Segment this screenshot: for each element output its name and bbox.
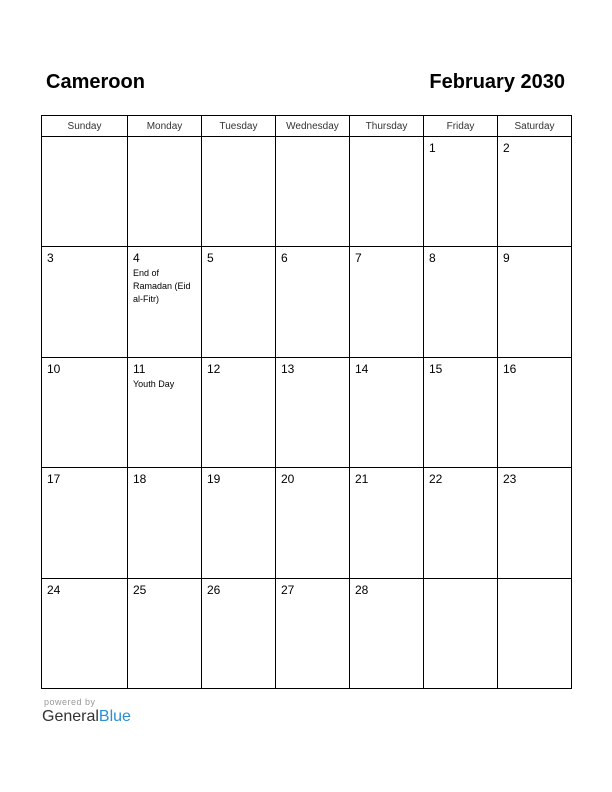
day-number: 9 xyxy=(503,251,510,266)
day-number: 17 xyxy=(47,472,61,487)
day-number: 25 xyxy=(133,582,147,597)
calendar-day-cell xyxy=(42,468,128,578)
day-number: 22 xyxy=(429,472,443,487)
logo-general-text: General xyxy=(42,708,99,725)
calendar-day-cell xyxy=(350,468,424,578)
calendar-month-title: February 2030 xyxy=(429,71,565,93)
calendar-day-cell xyxy=(202,137,276,247)
day-number: 26 xyxy=(207,582,221,597)
weekday-monday: Monday xyxy=(128,116,202,137)
calendar-day-cell xyxy=(424,137,498,247)
day-number: 6 xyxy=(281,251,288,266)
calendar-day-cell xyxy=(424,468,498,578)
day-number: 14 xyxy=(355,361,369,376)
holiday-label: Youth Day xyxy=(133,378,175,389)
calendar-day-cell xyxy=(276,357,350,467)
calendar-day-cell xyxy=(498,137,572,247)
calendar-day-cell xyxy=(42,247,128,357)
day-number: 20 xyxy=(281,472,295,487)
day-number: 21 xyxy=(355,472,369,487)
calendar-day-cell xyxy=(498,357,572,467)
calendar-day-cell xyxy=(202,357,276,467)
calendar-day-cell xyxy=(128,468,202,578)
day-number: 5 xyxy=(207,251,214,266)
logo-blue-text: Blue xyxy=(98,708,131,725)
calendar-day-cell xyxy=(202,578,276,688)
day-number: 3 xyxy=(47,251,54,266)
weekday-wednesday: Wednesday xyxy=(276,116,350,137)
calendar-day-cell xyxy=(128,247,202,357)
powered-by-text: powered by xyxy=(44,697,96,707)
calendar-day-cell xyxy=(350,247,424,357)
calendar-day-cell xyxy=(498,468,572,578)
calendar-day-cell xyxy=(424,578,498,688)
calendar-day-cell xyxy=(202,247,276,357)
calendar-day-cell xyxy=(424,247,498,357)
day-number: 24 xyxy=(47,582,61,597)
day-number: 8 xyxy=(429,251,436,266)
weekday-saturday: Saturday xyxy=(498,116,572,137)
generalblue-logo xyxy=(42,708,131,726)
day-number: 12 xyxy=(207,361,221,376)
day-number: 28 xyxy=(355,582,369,597)
day-number: 13 xyxy=(281,361,295,376)
day-number: 11 xyxy=(133,361,146,376)
day-number: 2 xyxy=(503,141,510,155)
weekday-friday: Friday xyxy=(424,116,498,137)
day-number: 19 xyxy=(207,472,221,487)
calendar-week-row xyxy=(42,357,572,467)
calendar-grid xyxy=(41,115,572,689)
day-number: 23 xyxy=(503,472,517,487)
calendar-day-cell xyxy=(128,578,202,688)
calendar-day-cell xyxy=(276,468,350,578)
day-number: 7 xyxy=(355,251,362,266)
calendar-day-cell xyxy=(350,137,424,247)
calendar-day-cell xyxy=(350,357,424,467)
calendar-day-cell xyxy=(498,247,572,357)
calendar-day-cell xyxy=(350,578,424,688)
calendar-week-row xyxy=(42,247,572,357)
calendar-day-cell xyxy=(128,137,202,247)
calendar-day-cell xyxy=(202,468,276,578)
calendar-day-cell xyxy=(276,137,350,247)
calendar-country-title: Cameroon xyxy=(46,71,145,93)
day-number: 27 xyxy=(281,582,295,597)
weekday-sunday: Sunday xyxy=(42,116,128,137)
day-number: 18 xyxy=(133,472,147,487)
day-number: 4 xyxy=(133,251,140,266)
weekday-header-row xyxy=(42,116,572,137)
calendar-day-cell xyxy=(42,137,128,247)
day-number: 10 xyxy=(47,361,61,376)
day-number: 1 xyxy=(429,141,436,155)
weekday-thursday: Thursday xyxy=(350,116,424,137)
calendar-day-cell xyxy=(424,357,498,467)
calendar-week-row xyxy=(42,468,572,578)
weekday-tuesday: Tuesday xyxy=(202,116,276,137)
day-number: 16 xyxy=(503,361,517,376)
calendar-day-cell xyxy=(42,357,128,467)
calendar-week-row xyxy=(42,578,572,688)
calendar-day-cell xyxy=(42,578,128,688)
calendar-day-cell xyxy=(498,578,572,688)
holiday-label: End of Ramadan (Eid al-Fitr) xyxy=(133,268,191,305)
calendar-day-cell xyxy=(276,247,350,357)
calendar-week-row xyxy=(42,137,572,247)
day-number: 15 xyxy=(429,361,443,376)
calendar-day-cell xyxy=(128,357,202,467)
calendar-day-cell xyxy=(276,578,350,688)
